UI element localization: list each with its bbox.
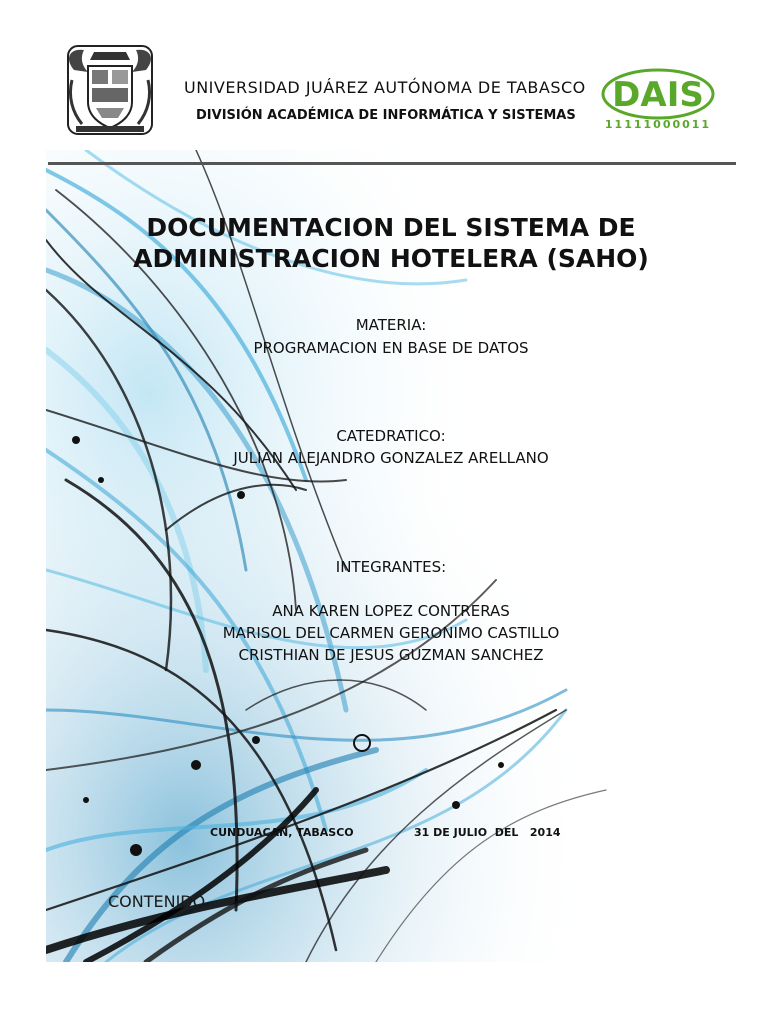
materia-label: MATERIA: [355, 316, 427, 334]
division-name: DIVISIÓN ACADÉMICA DE INFORMÁTICA Y SISTEMAS [196, 108, 576, 123]
dais-logo-binary: 11111000011 [604, 118, 712, 131]
footer-date: 31 DE JULIO DEL 2014 [414, 826, 561, 839]
member-item: CRISTHIAN DE JESUS GUZMAN SANCHEZ [238, 646, 544, 664]
dais-logo-text: DAIS [612, 75, 704, 115]
integrantes-label: INTEGRANTES: [335, 558, 447, 576]
header-divider [48, 162, 736, 165]
university-seal-icon [60, 40, 160, 140]
footer-place: CUNDUACAN, TABASCO [210, 826, 354, 839]
title-line-2: ADMINISTRACION HOTELERA (SAHO) [133, 244, 649, 273]
contenido-heading: CONTENIDO [108, 892, 206, 911]
member-item: MARISOL DEL CARMEN GERONIMO CASTILLO [222, 624, 560, 642]
document-title [46, 212, 736, 274]
catedratico-label: CATEDRATICO: [336, 427, 446, 445]
university-name: UNIVERSIDAD JUÁREZ AUTÓNOMA DE TABASCO [184, 78, 586, 97]
member-item: ANA KAREN LOPEZ CONTRERAS [272, 602, 510, 620]
title-line-1: DOCUMENTACION DEL SISTEMA DE [146, 213, 636, 242]
catedratico-value: JULIAN ALEJANDRO GONZALEZ ARELLANO [233, 449, 549, 467]
dais-logo-icon [600, 62, 715, 132]
header [0, 0, 768, 170]
materia-value: PROGRAMACION EN BASE DE DATOS [253, 339, 529, 357]
